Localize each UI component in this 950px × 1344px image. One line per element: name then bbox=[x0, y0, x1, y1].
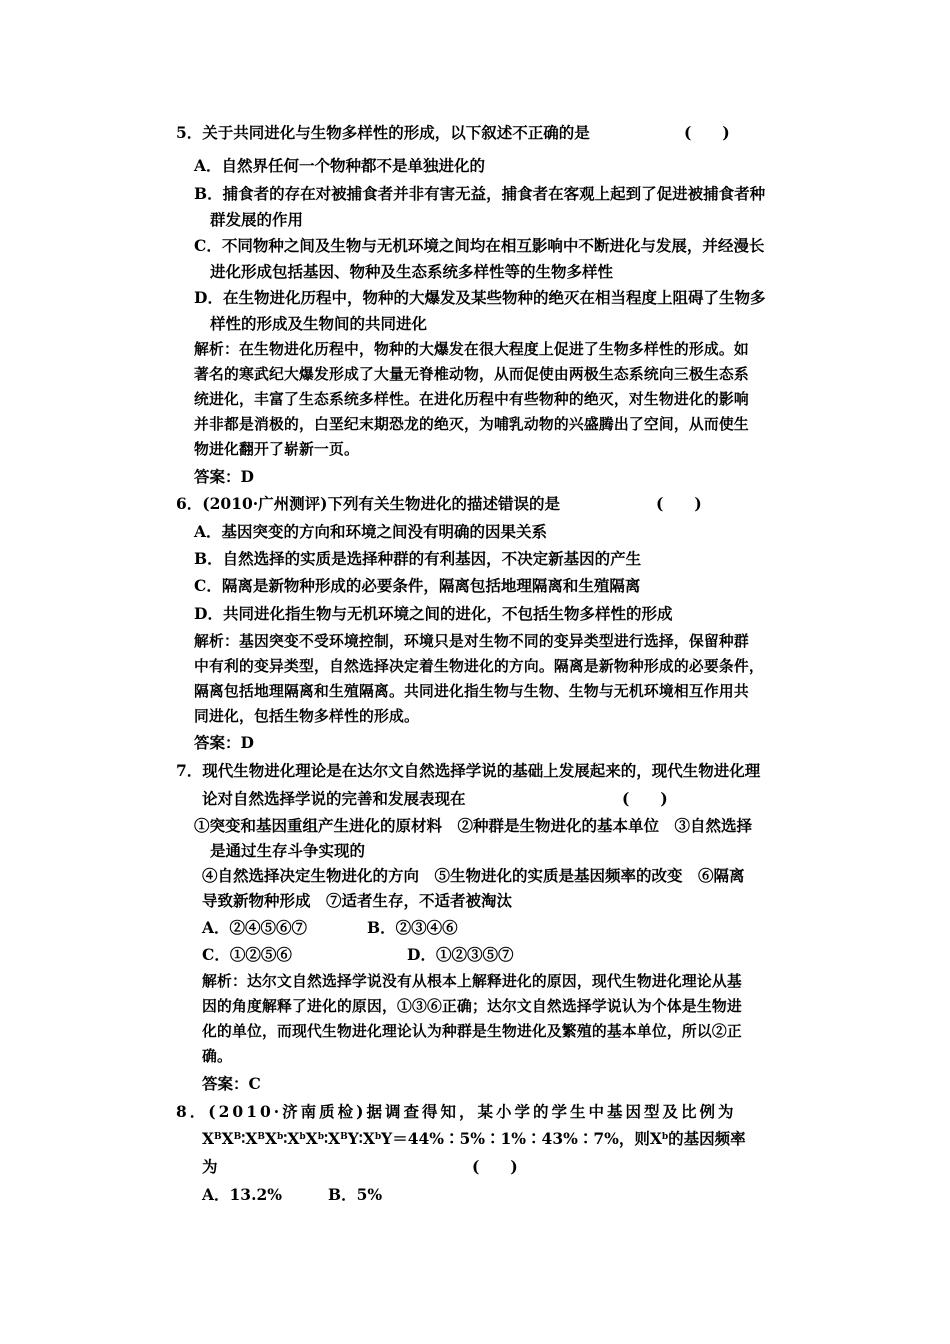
q6-option-a: A．基因突变的方向和环境之间没有明确的因果关系 bbox=[194, 522, 548, 541]
q6-option-c: C．隔离是新物种形成的必要条件，隔离包括地理隔离和生殖隔离 bbox=[194, 576, 641, 595]
q8-choice-a: A．13.2% bbox=[202, 1185, 283, 1204]
q7-answer: 答案：C bbox=[202, 1074, 261, 1093]
q5-analysis-line: 并非都是消极的，白垩纪末期恐龙的绝灭，为哺乳动物的兴盛腾出了空间，从而使生 bbox=[194, 416, 749, 433]
q7-item-line: ④自然选择决定生物进化的方向 ⑤生物进化的实质是基因频率的改变 ⑥隔离 bbox=[202, 866, 745, 885]
q8-stem-last: 为 bbox=[202, 1157, 218, 1176]
q5-analysis-line: 解析：在生物进化历程中，物种的大爆发在很大程度上促进了生物多样性的形成。如 bbox=[194, 341, 749, 358]
q5-option-d: D．在生物进化历程中，物种的大爆发及某些物种的绝灭在相当程度上阻碍了生物多 bbox=[194, 288, 766, 307]
q7-choice-c: C．①②⑤⑥ bbox=[202, 945, 292, 964]
q7-item-line: 导致新物种形成 ⑦适者生存，不适者被淘汰 bbox=[202, 891, 513, 910]
q5-option-b: B．捕食者的存在对被捕食者并非有害无益，捕食者在客观上起到了促进被捕食者种 bbox=[194, 184, 766, 203]
q7-item-line: 是通过生存斗争实现的 bbox=[210, 841, 366, 860]
q6-answer: 答案：D bbox=[194, 733, 254, 752]
q6-analysis-line: 同进化，包括生物多样性的形成。 bbox=[194, 708, 419, 725]
q7-analysis-line: 确。 bbox=[202, 1048, 232, 1065]
q5-analysis-line: 统进化，丰富了生态系统多样性。在进化历程中有些物种的绝灭，对生物进化的影响 bbox=[194, 391, 749, 408]
q5-analysis-line: 物进化翻开了崭新一页。 bbox=[194, 441, 359, 458]
q7-item-line: ①突变和基因重组产生进化的原材料 ②种群是生物进化的基本单位 ③自然选择 bbox=[194, 816, 753, 835]
q5-answer-paren: ( ) bbox=[684, 123, 730, 142]
q7-choice-b: B．②③④⑥ bbox=[367, 918, 458, 937]
q5-answer: 答案：D bbox=[194, 467, 254, 486]
q8-answer-paren: ( ) bbox=[472, 1157, 518, 1176]
q8-choice-b: B．5% bbox=[328, 1185, 383, 1204]
q6-analysis-line: 中有利的变异类型，自然选择决定着生物进化的方向。隔离是新物种形成的必要条件， bbox=[194, 658, 764, 675]
q6-stem: 6．(2010·广州测评)下列有关生物进化的描述错误的是 bbox=[176, 494, 560, 513]
q5-option-c: C．不同物种之间及生物与无机环境之间均在相互影响中不断进化与发展，并经漫长 bbox=[194, 236, 765, 255]
q7-analysis-line: 解析：达尔文自然选择学说没有从根本上解释进化的原因，现代生物进化理论从基 bbox=[202, 973, 742, 990]
q6-option-d: D．共同进化指生物与无机环境之间的进化，不包括生物多样性的形成 bbox=[194, 604, 673, 623]
q5-stem: 5．关于共同进化与生物多样性的形成，以下叙述不正确的是 bbox=[176, 123, 590, 142]
q5-option-d-cont: 样性的形成及生物间的共同进化 bbox=[210, 314, 428, 333]
q6-answer-paren: ( ) bbox=[656, 494, 702, 513]
q7-choice-d: D．①②③⑤⑦ bbox=[407, 945, 514, 964]
q7-answer-paren: ( ) bbox=[622, 789, 668, 808]
q6-analysis-line: 解析：基因突变不受环境控制，环境只是对生物不同的变异类型进行选择，保留种群 bbox=[194, 633, 749, 650]
q5-option-b-cont: 群发展的作用 bbox=[210, 210, 304, 229]
q8-genotype-ratio: $X^BX^B∶X^BX^b∶X^bX^b∶X^BY∶X^bY=44\%∶5\%∶1\%∶43\%∶7\%$，则$X^b$的基因频率 bbox=[202, 1129, 746, 1148]
q8-stem: 8．(2010·济南质检)据调查得知，某小学的学生中基因型及比例为 bbox=[176, 1102, 737, 1121]
q5-analysis-line: 著名的寒武纪大爆发形成了大量无脊椎动物，从而促使由两极生态系统向三极生态系 bbox=[194, 366, 749, 383]
q5-option-a: A．自然界任何一个物种都不是单独进化的 bbox=[194, 156, 486, 175]
q6-option-b: B．自然选择的实质是选择种群的有利基因，不决定新基因的产生 bbox=[194, 549, 642, 568]
q7-stem-line: 论对自然选择学说的完善和发展表现在 bbox=[202, 789, 466, 808]
q7-analysis-line: 因的角度解释了进化的原因，①③⑥正确；达尔文自然选择学说认为个体是生物进 bbox=[202, 998, 742, 1015]
q7-analysis-line: 化的单位，而现代生物进化理论认为种群是生物进化及繁殖的基本单位，所以②正 bbox=[202, 1023, 742, 1040]
q7-stem-line: 7．现代生物进化理论是在达尔文自然选择学说的基础上发展起来的，现代生物进化理 bbox=[176, 761, 761, 780]
q6-analysis-line: 隔离包括地理隔离和生殖隔离。共同进化指生物与生物、生物与无机环境相互作用共 bbox=[194, 683, 749, 700]
q7-choice-a: A．②④⑤⑥⑦ bbox=[202, 918, 308, 937]
q5-option-c-cont: 进化形成包括基因、物种及生态系统多样性等的生物多样性 bbox=[210, 262, 614, 281]
